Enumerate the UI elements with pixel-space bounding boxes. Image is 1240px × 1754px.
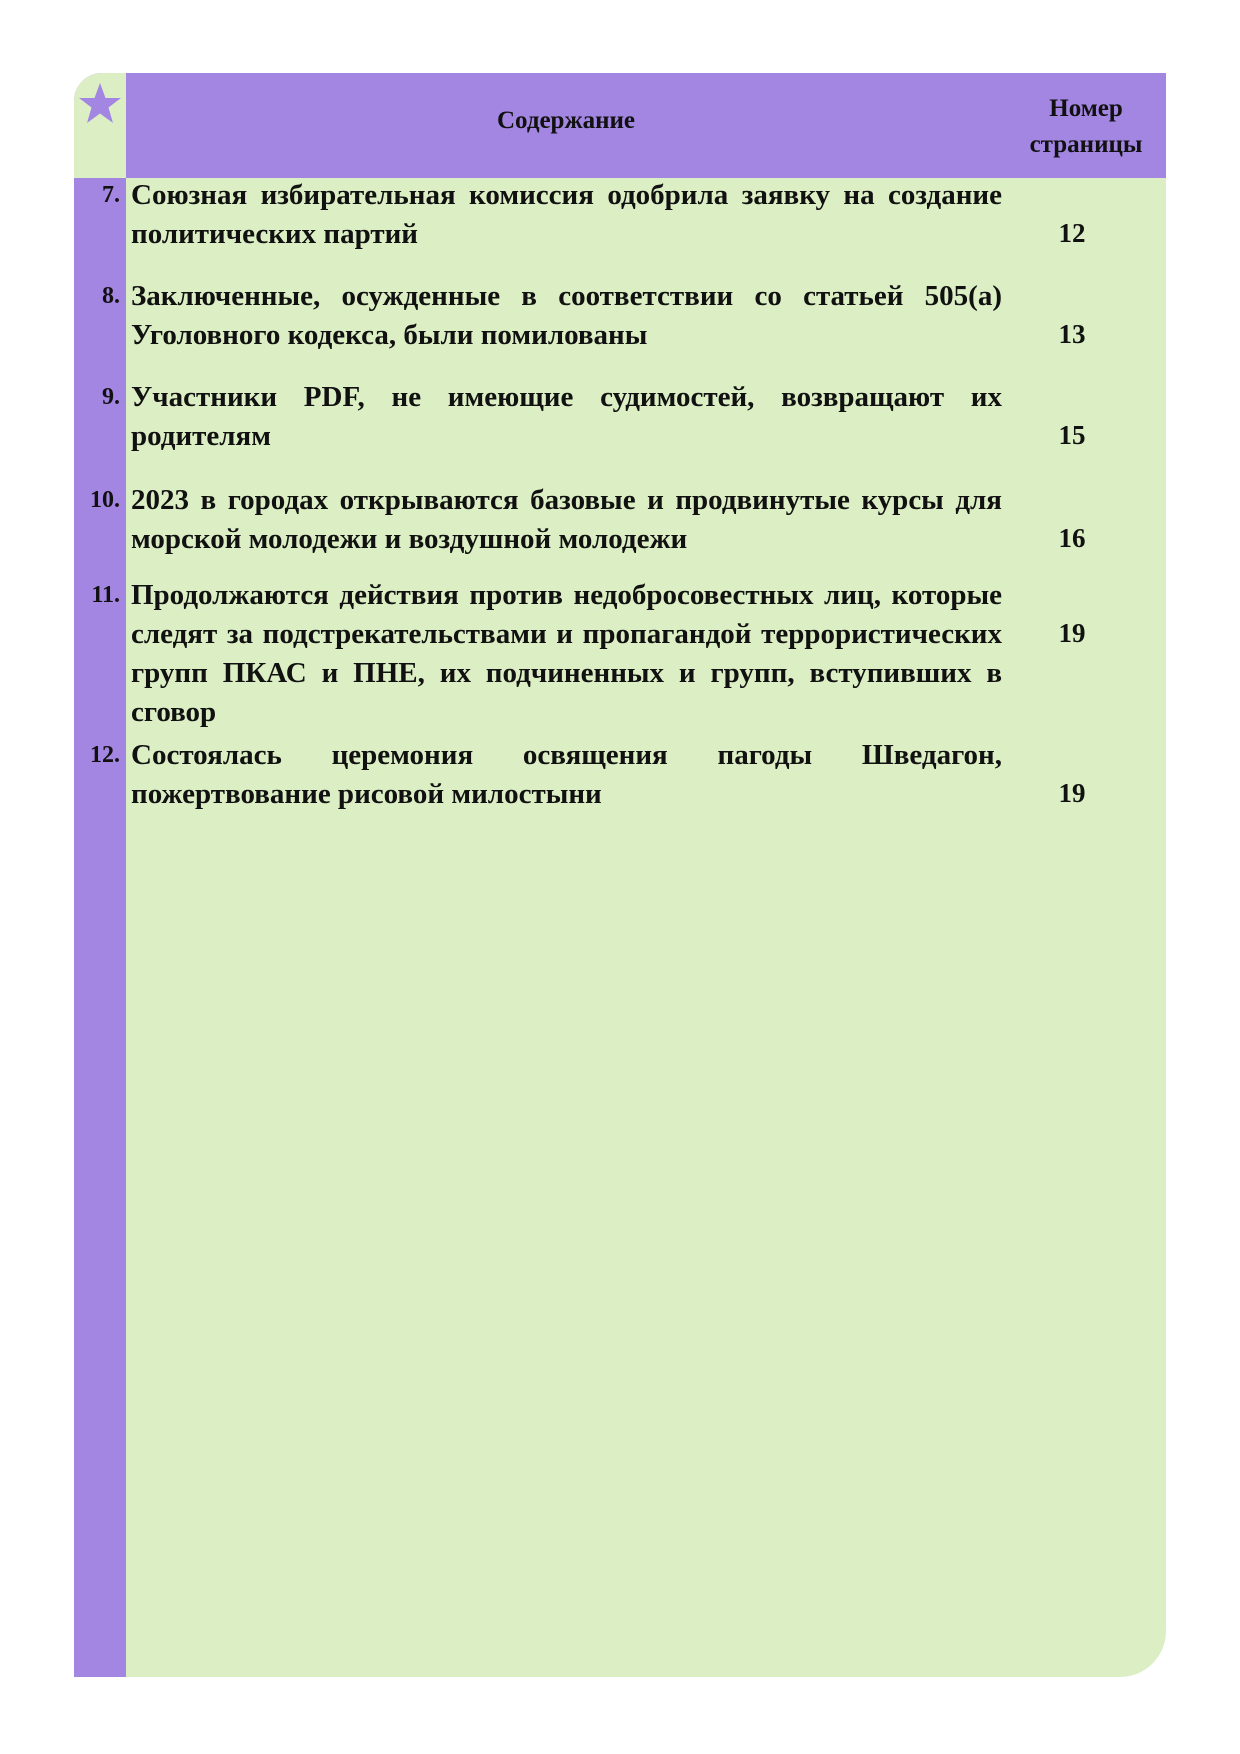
- entry-page-number: 15: [1058, 420, 1086, 450]
- entry-page-number: 16: [1058, 523, 1086, 553]
- entry-title[interactable]: Союзная избирательная комиссия одобрила заявку на создание политических партий: [131, 179, 1002, 250]
- entry-title[interactable]: Заключенные, осужденные в соответствии со статьей 505(а) Уголовного кодекса, были помилованы: [131, 280, 1002, 351]
- toc-entry[interactable]: [74, 176, 1166, 256]
- toc-entry[interactable]: [74, 576, 1166, 736]
- entry-number: 9.: [102, 384, 120, 410]
- star-cell: [74, 73, 126, 178]
- star-icon: [77, 81, 123, 127]
- entry-number: 8.: [102, 283, 120, 309]
- toc-entry[interactable]: [74, 378, 1166, 458]
- entry-number: 7.: [102, 182, 120, 208]
- toc-entry[interactable]: [74, 277, 1166, 357]
- header-title: Содержание: [496, 107, 635, 134]
- toc-entry[interactable]: [74, 481, 1166, 561]
- entry-number: 10.: [90, 487, 120, 513]
- header-page-label-line1: Номер: [1049, 95, 1123, 122]
- entry-page-number: 19: [1058, 778, 1086, 808]
- entry-title[interactable]: Участники PDF, не имеющие судимостей, возвращают их родителям: [131, 381, 1002, 452]
- header-page-number-label: [1006, 91, 1166, 163]
- entry-page-number: 19: [1058, 618, 1086, 648]
- contents-header: [126, 73, 1166, 178]
- toc-entry[interactable]: [74, 736, 1166, 816]
- entry-page-number: 12: [1058, 218, 1086, 248]
- entry-title[interactable]: Состоялась церемония освящения пагоды Шведагон, пожертвование рисовой милостыни: [131, 739, 1002, 810]
- header-page-label-line2: страницы: [1029, 131, 1143, 158]
- entry-page-number: 13: [1058, 319, 1086, 349]
- entry-title[interactable]: 2023 в городах открываются базовые и продвинутые курсы для морской молодежи и воздушной молодежи: [131, 484, 1002, 555]
- entry-number: 12.: [90, 742, 120, 768]
- entry-title[interactable]: Продолжаются действия против недобросовестных лиц, которые следят за подстрекательствами и пропагандой террористических групп ПКАС и ПНЕ, их подчиненных и групп, вступивших в сговор: [131, 579, 1002, 728]
- entry-number: 11.: [91, 582, 120, 608]
- contents-panel: [74, 73, 1166, 1677]
